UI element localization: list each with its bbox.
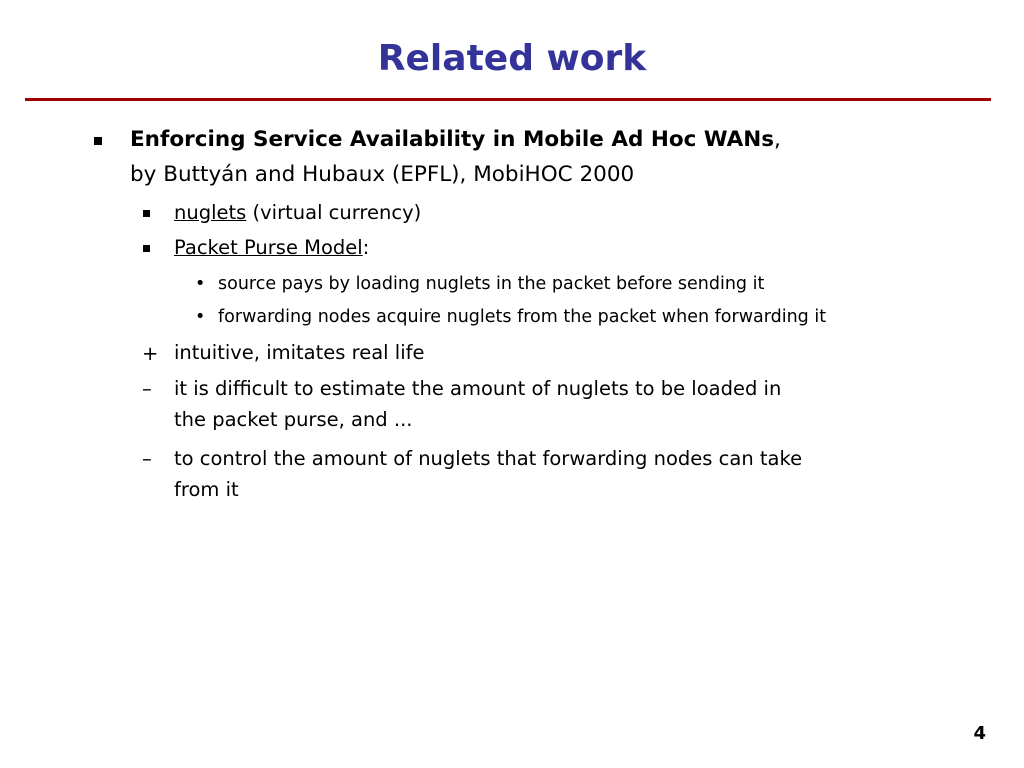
con-item-line: the packet purse, and ... [174,408,413,431]
square-bullet-icon [143,210,150,217]
con-item-line: it is difficult to estimate the amount of nuglets to be loaded in [174,377,782,400]
minus-marker: – [142,447,152,470]
dot-bullet-icon: • [195,274,206,294]
dot-bullet-icon: • [195,307,206,327]
con-item-line: to control the amount of nuglets that forwarding nodes can take [174,447,803,470]
sub-item [174,236,369,259]
sub-item-rest: (virtual currency) [246,201,422,224]
sub-item-term: Packet Purse Model [174,236,363,259]
sub-item-term: nuglets [174,201,247,224]
paper-title: Enforcing Service Availability in Mobile Ad Hoc WANs [130,127,775,152]
dot-item: forwarding nodes acquire nuglets from the packet when forwarding it [218,307,827,327]
page-number: 4 [973,723,986,744]
paper-title-comma: , [774,127,781,152]
slide-title: Related work [377,38,647,79]
main-item-title-line [130,127,781,152]
paper-byline: by Buttyán and Hubaux (EPFL), MobiHOC 2000 [130,162,635,187]
con-item-line: from it [174,478,239,501]
plus-marker: + [142,342,159,365]
square-bullet-icon [94,137,102,145]
square-bullet-icon [143,245,150,252]
pro-item: intuitive, imitates real life [174,341,425,364]
sub-item-rest: : [362,236,370,259]
minus-marker: – [142,377,152,400]
dot-item: source pays by loading nuglets in the packet before sending it [218,274,765,294]
title-divider [25,98,991,101]
sub-item [174,201,421,224]
